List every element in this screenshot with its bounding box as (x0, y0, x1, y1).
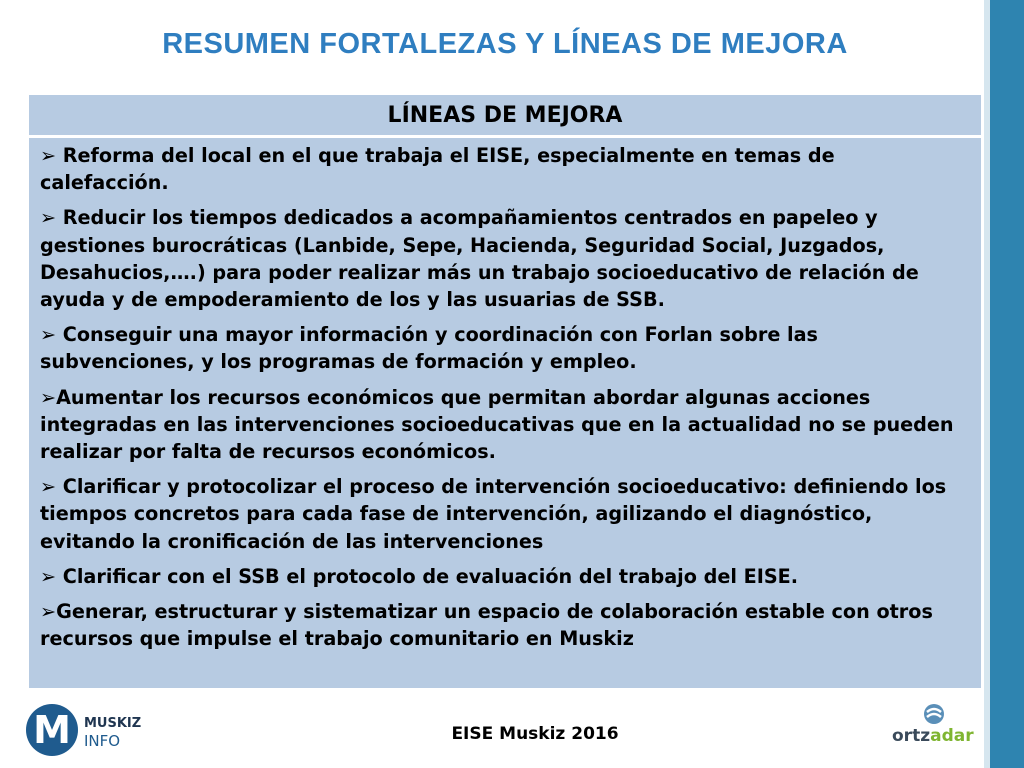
arrow-bullet-icon: ➢ (40, 206, 57, 230)
logo-line-1: MUSKIZ (84, 716, 142, 731)
list-item-text: Clarificar con el SSB el protocolo de evaluación del trabajo del EISE. (62, 564, 799, 588)
arrow-bullet-icon: ➢ (40, 323, 57, 347)
slide-title: RESUMEN FORTALEZAS Y LÍNEAS DE MEJORA (162, 28, 848, 60)
ortzadar-wordmark: ortzadar (892, 726, 974, 746)
table-body (29, 138, 981, 688)
logo-m-mark: M (33, 708, 71, 752)
logo-line-2: INFO (84, 732, 121, 750)
list-item-text: Aumentar los recursos económicos que permitan abordar algunas acciones integradas en las intervenciones socioeducativas que en la actualidad no se pueden realizar por falta de recursos económicos. (40, 385, 954, 464)
list-item-text: Generar, estructurar y sistematizar un espacio de colaboración estable con otros recursos que impulse el trabajo comunitario en Muskiz (40, 600, 933, 651)
list-item-text: Clarificar y protocolizar el proceso de intervención socioeducativo: definiendo los tiempos concretos para cada fase de intervención, agilizando el diagnóstico, evitando la cronificación de las intervenciones (40, 475, 947, 553)
list-item (40, 142, 969, 196)
arrow-bullet-icon: ➢ (40, 385, 57, 409)
arrow-bullet-icon: ➢ (40, 600, 57, 624)
list-item-text: Reforma del local en el que trabaja el EISE, especialmente en temas de calefacción. (40, 144, 835, 195)
right-edge-accent-bar (990, 0, 1024, 768)
arrow-bullet-icon: ➢ (40, 564, 57, 588)
list-item-text: Conseguir una mayor información y coordinación con Forlan sobre las subvenciones, y los programas de formación y empleo. (40, 323, 818, 374)
muskiz-info-logo (22, 700, 152, 760)
arrow-bullet-icon: ➢ (40, 475, 57, 499)
list-item (40, 321, 969, 375)
list-item (40, 204, 969, 313)
list-item-text: Reducir los tiempos dedicados a acompañamientos centrados en papeleo y gestiones burocráticas (Lanbide, Sepe, Hacienda, Seguridad Social, Juzgados, Desahucios,….) para poder realizar más un trabajo socioeducativo de relación de ayuda y de empoderamiento de los y las usuarias de SSB. (40, 206, 919, 312)
footer-caption: EISE Muskiz 2016 (451, 724, 619, 744)
list-item (40, 473, 969, 555)
list-item (40, 563, 969, 590)
list-item (40, 384, 969, 466)
ortzadar-mark-icon (922, 702, 946, 726)
table-header: LÍNEAS DE MEJORA (29, 95, 981, 135)
improvement-table (29, 92, 981, 688)
arrow-bullet-icon: ➢ (40, 144, 57, 167)
list-item (40, 598, 969, 652)
ortzadar-logo (888, 700, 984, 760)
